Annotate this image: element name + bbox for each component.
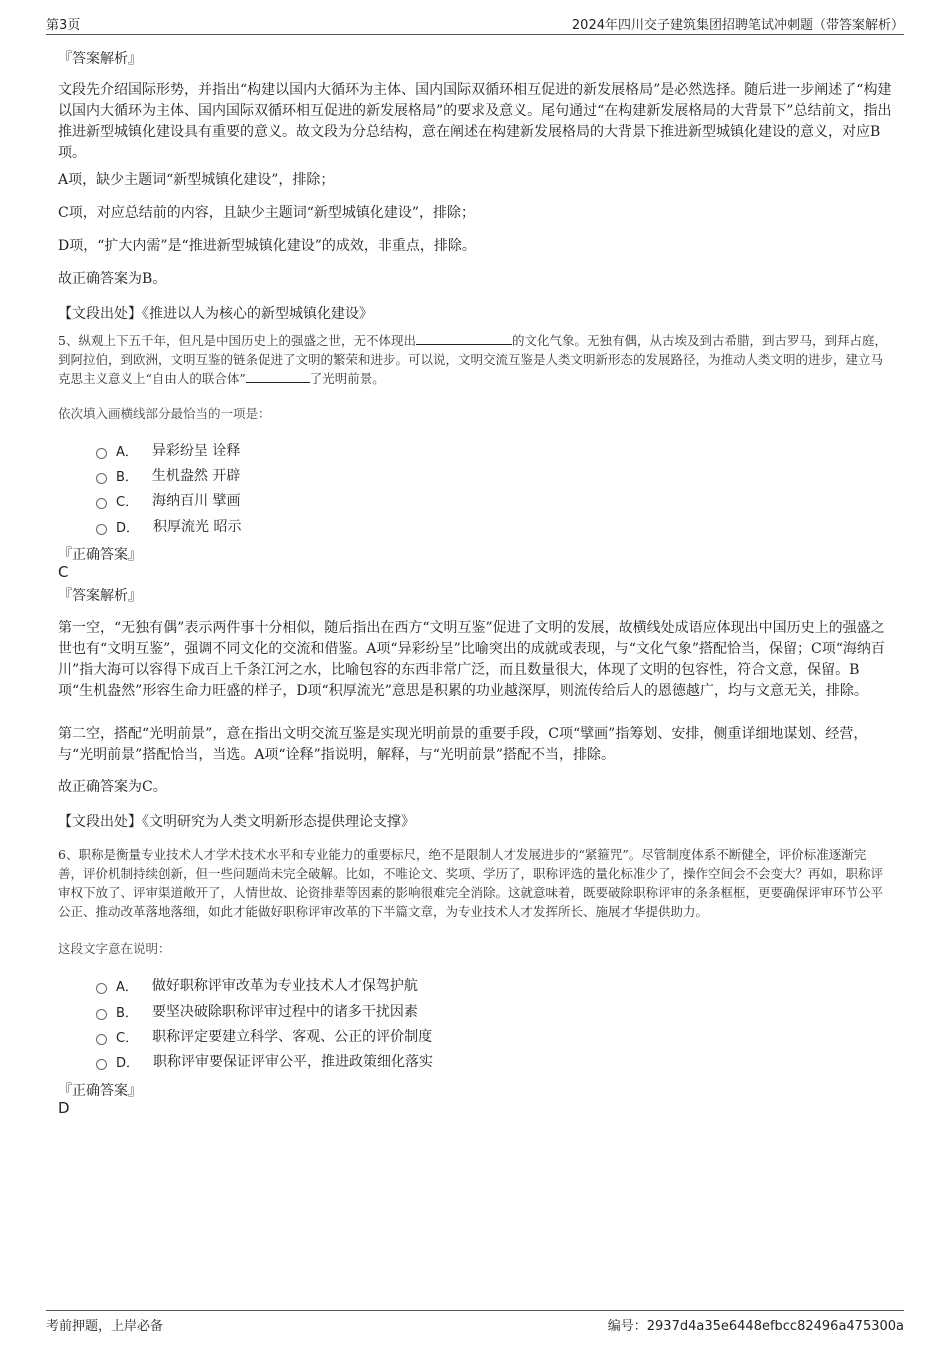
- option-letter: A．: [116, 979, 138, 995]
- page-header: [46, 14, 904, 35]
- analysis-conclusion: 故正确答案为B。: [58, 271, 167, 287]
- option-text: 积厚流光 昭示: [153, 519, 242, 535]
- analysis-paragraph-1: 第一空，“无独有偶”表示两件事十分相似，随后指出在西方“文明互鉴”促进了文明的发展，故横线处成语应体现出中国历史上的强盛之世也有“文明互鉴”，强调不同文化的交流和借鉴。A项“异彩纷呈”比喻突出的成就或表现，与“文化气象”搭配恰当，保留；C项“海纳百川”指大海可以容得下成百上千条江河之水，比喻包容的东西非常广泛，而且数量很大，体现了文明的包容性，符合文意，保留。B项“生机盎然”形容生命力旺盛的样子，D项“积厚流光”意思是积累的功业越深厚，则流传给后人的恩德越广，均与文意无关，排除。: [58, 620, 885, 699]
- question-5-text-part2: 的文化气象。无独有偶，从古埃及到古希腊，到古罗马，到拜占庭，到阿拉伯，到欧洲，文明互鉴的链条促进了文明的繁荣和进步。可以说，文明交流互鉴是人类文明新形态的发展路径，为推动人类文明的进步，建立马克思主义意义上“自由人的联合体”: [58, 333, 887, 386]
- radio-button[interactable]: [96, 498, 107, 509]
- radio-button[interactable]: [96, 473, 107, 484]
- question-5-text: [58, 331, 888, 388]
- answer-label: 『正确答案』: [58, 547, 142, 563]
- question-6-option-b[interactable]: [96, 1001, 418, 1021]
- blank-line-2: [246, 370, 310, 383]
- correct-answer: D: [58, 1099, 70, 1117]
- page-footer: [46, 1310, 904, 1336]
- question-6-option-a[interactable]: [96, 975, 418, 995]
- analysis-paragraph-2: 第二空，搭配“光明前景”，意在指出文明交流互鉴是实现光明前景的重要手段，C项“擘画”指筹划、安排，侧重详细地谋划、经营，与“光明前景”搭配恰当，当选。A项“诠释”指说明，解释，与“光明前景”搭配不当，排除。: [58, 726, 868, 763]
- passage-source: 【文段出处】《文明研究为人类文明新形态提供理论支撑》: [58, 814, 415, 830]
- analysis-option-c: C项，对应总结前的内容，且缺少主题词“新型城镇化建设”，排除；: [58, 205, 476, 221]
- option-text: 异彩纷呈 诠释: [151, 443, 241, 459]
- option-text: 做好职称评审改革为专业技术人才保驾护航: [151, 978, 418, 994]
- option-text: 职称评审要保证评审公平，推进政策细化落实: [153, 1054, 434, 1070]
- analysis-label: 『答案解析』: [58, 588, 142, 604]
- radio-button[interactable]: [96, 983, 107, 994]
- option-text: 海纳百川 擘画: [152, 493, 241, 509]
- question-5-option-a[interactable]: [96, 440, 240, 460]
- radio-button[interactable]: [96, 448, 107, 459]
- question-5-text-part1: 5、纵观上下五千年，但凡是中国历史上的强盛之世，无不体现出: [58, 333, 416, 348]
- option-text: 职称评定要建立科学、客观、公正的评价制度: [152, 1029, 433, 1045]
- analysis-conclusion: 故正确答案为C。: [58, 779, 167, 795]
- option-letter: D．: [116, 1055, 140, 1071]
- footer-slogan: 考前押题，上岸必备: [46, 1319, 164, 1334]
- question-5-option-b[interactable]: [96, 465, 240, 485]
- answer-label: 『正确答案』: [58, 1083, 142, 1099]
- radio-button[interactable]: [96, 1009, 107, 1020]
- question-5-option-c[interactable]: [96, 490, 241, 510]
- page-number: 第3页: [46, 18, 81, 33]
- option-text: 生机盎然 开辟: [151, 468, 241, 484]
- option-letter: D．: [116, 520, 140, 536]
- correct-answer: C: [58, 563, 69, 581]
- blank-line-1: [416, 332, 512, 345]
- question-5-prompt: 依次填入画横线部分最恰当的一项是：: [58, 406, 271, 421]
- question-6-option-d[interactable]: [96, 1051, 433, 1071]
- analysis-label: 『答案解析』: [58, 51, 142, 67]
- radio-button[interactable]: [96, 524, 107, 535]
- analysis-option-d: D项，“扩大内需”是“推进新型城镇化建设”的成效，非重点，排除。: [58, 238, 476, 254]
- question-5-text-part3: 了光明前景。: [309, 371, 385, 386]
- radio-button[interactable]: [96, 1059, 107, 1070]
- document-id: 编号：2937d4a35e6448efbcc82496a475300a: [607, 1319, 904, 1334]
- option-letter: B．: [116, 1005, 138, 1021]
- passage-source: 【文段出处】《推进以人为核心的新型城镇化建设》: [58, 306, 373, 322]
- analysis-paragraph: 文段先介绍国际形势，并指出“构建以国内大循环为主体、国内国际双循环相互促进的新发展格局”是必然选择。随后进一步阐述了“构建以国内大循环为主体、国内国际双循环相互促进的新发展格局”的要求及意义。尾句通过“在构建新发展格局的大背景下”总结前文，指出推进新型城镇化建设具有重要的意义。故文段为分总结构，意在阐述在构建新发展格局的大背景下推进新型城镇化建设的意义，对应B项。: [58, 82, 892, 161]
- analysis-option-a: A项，缺少主题词“新型城镇化建设”，排除；: [58, 172, 335, 188]
- option-text: 要坚决破除职称评审过程中的诸多干扰因素: [151, 1004, 418, 1020]
- option-letter: C．: [116, 1030, 139, 1046]
- option-letter: A．: [116, 444, 138, 460]
- document-title: 2024年四川交子建筑集团招聘笔试冲刺题（带答案解析）: [571, 18, 904, 33]
- question-5-option-d[interactable]: [96, 516, 241, 536]
- question-6-text: 6、职称是衡量专业技术人才学术技术水平和专业能力的重要标尺，绝不是限制人才发展进步的“紧箍咒”。尽管制度体系不断健全，评价标准逐渐完善，评价机制持续创新，但一些问题尚未完全破解。比如，不唯论文、奖项、学历了，职称评选的量化标准少了，操作空间会不会变大？再如，职称评审权下放了、评审渠道敞开了，人情世故、论资排辈等因素的影响很难完全消除。这就意味着，既要破除职称评审的条条框框，更要确保评审环节公平公正、推动改革落地落细，如此才能做好职称评审改革的下半篇文章，为专业技术人才发挥所长、施展才华提供助力。: [58, 847, 884, 919]
- option-letter: C．: [116, 494, 139, 510]
- question-6-option-c[interactable]: [96, 1026, 432, 1046]
- option-letter: B．: [116, 469, 138, 485]
- radio-button[interactable]: [96, 1034, 107, 1045]
- question-6-prompt: 这段文字意在说明：: [58, 941, 171, 956]
